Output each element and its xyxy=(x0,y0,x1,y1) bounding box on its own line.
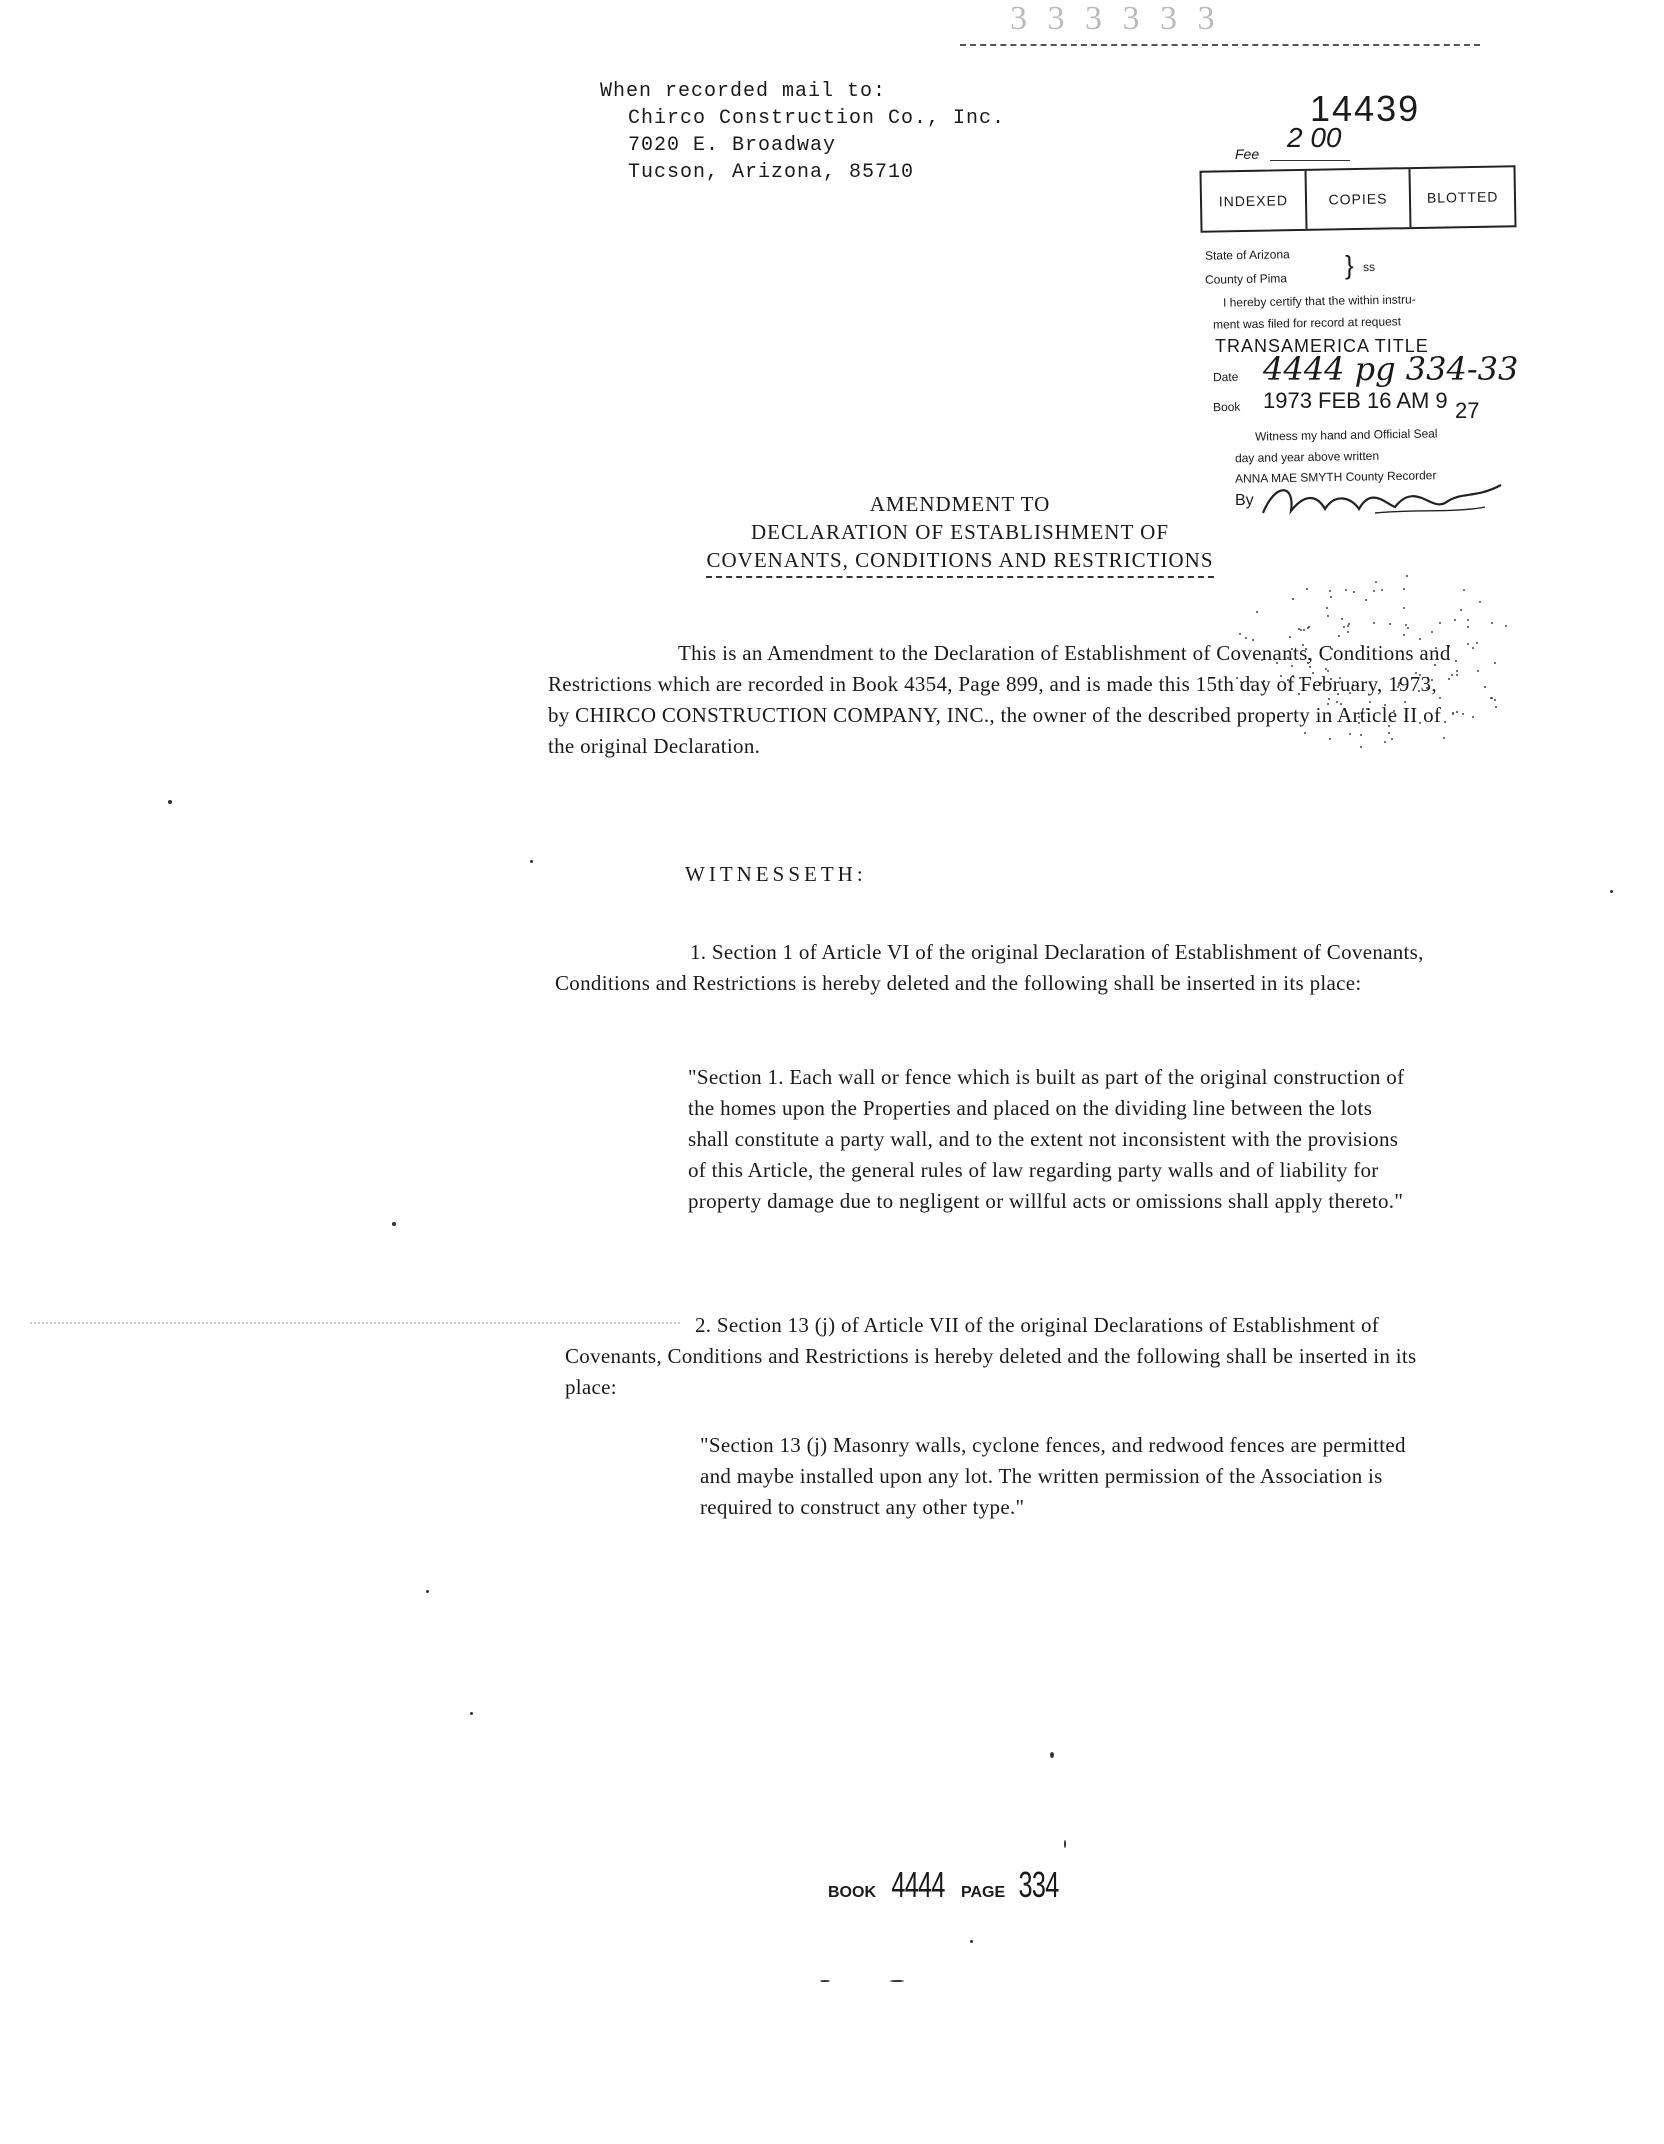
seal-dot xyxy=(1256,611,1258,613)
stamp-status-box xyxy=(1199,165,1516,233)
fee-value: 2 00 xyxy=(1287,122,1342,153)
stamp-recorded-minutes: 27 xyxy=(1455,398,1480,423)
scan-speck xyxy=(470,1712,473,1715)
stamp-ss: ss xyxy=(1362,259,1376,275)
stamp-indexed-cell: INDEXED xyxy=(1202,171,1308,231)
seal-dot xyxy=(1303,629,1305,631)
stamp-day-line: day and year above written xyxy=(1234,448,1380,466)
seal-dot xyxy=(1330,596,1332,598)
seal-dot xyxy=(1491,697,1493,699)
seal-dot xyxy=(1467,626,1469,628)
amendment-item-2: 2. Section 13 (j) of Article VII of the original Declarations of Establishment of Covenants, Conditions and Restrictions is hereby deleted and the following shall be inserted in its place: xyxy=(565,1313,1417,1399)
seal-dot xyxy=(1460,609,1462,611)
seal-dot xyxy=(1491,622,1493,624)
seal-dot xyxy=(1327,615,1329,617)
seal-dot xyxy=(1467,643,1469,645)
seal-dot xyxy=(1373,622,1375,624)
seal-dot xyxy=(1292,598,1294,600)
seal-dot xyxy=(1306,588,1308,590)
seal-dot xyxy=(1353,591,1355,593)
stamp-handwritten-book-page: 4444 pg 334-33 xyxy=(1263,350,1519,388)
amendment-quote-2: "Section 13 (j) Masonry walls, cyclone fences, and redwood fences are permitted and maybe installed upon any lot. The written permission of the Association is required to construct any other type." xyxy=(700,1433,1406,1519)
stamp-recorded-time: 1973 FEB 16 AM 9 xyxy=(1263,388,1448,413)
amendment-quote-1: "Section 1. Each wall or fence which is built as part of the original construction of the homes upon the Properties and placed on the dividing line between the lots shall constitute a party wall, and to the extent not inconsistent with the provisions of this Article, the general rules of law regarding party walls and of liability for property damage due to negligent or willful acts or omissions shall apply thereto." xyxy=(688,1065,1405,1213)
seal-dot xyxy=(1375,581,1377,583)
seal-dot xyxy=(1477,670,1479,672)
seal-dot xyxy=(1479,601,1481,603)
seal-dot xyxy=(1389,623,1391,625)
fee-underline xyxy=(1270,160,1350,161)
seal-dot xyxy=(1365,599,1367,601)
recorder-signature xyxy=(1255,473,1515,533)
document-title xyxy=(640,490,1280,574)
book-page-stamp xyxy=(828,1864,1067,1906)
seal-dot xyxy=(1472,716,1474,718)
seal-dot xyxy=(1341,618,1343,620)
seal-dot xyxy=(1472,647,1474,649)
seal-dot xyxy=(1239,633,1241,635)
intro-paragraph: This is an Amendment to the Declaration of Establishment of Covenants, Conditions and Restrictions which are recorded in Book 4354, Page 899, and is made this 15th day of February, 1973, by CHIRCO CONSTRUCTION COMPANY, INC., the owner of the described property in Article II of the original Declaration. xyxy=(548,641,1451,758)
page-label: PAGE xyxy=(961,1884,1006,1901)
scan-speck xyxy=(168,800,172,804)
mail-to-city: Tucson, Arizona, 85710 xyxy=(628,161,915,184)
seal-dot xyxy=(1298,628,1300,630)
stamp-witness-line: Witness my hand and Official Seal xyxy=(1254,426,1438,444)
seal-dot xyxy=(1343,626,1345,628)
scan-speck xyxy=(1050,1752,1054,1758)
stamp-county: County of Pima xyxy=(1204,271,1288,287)
witnesseth-heading: WITNESSETH: xyxy=(685,862,867,886)
seal-dot xyxy=(1495,706,1497,708)
title-line-3: COVENANTS, CONDITIONS AND RESTRICTIONS xyxy=(706,548,1213,578)
scan-speck xyxy=(890,1980,904,1982)
stamp-date-label: Date xyxy=(1212,369,1239,385)
seal-dot xyxy=(1403,634,1405,636)
seal-dot xyxy=(1494,699,1496,701)
stamp-brace: } xyxy=(1345,250,1354,280)
seal-dot xyxy=(1329,590,1331,592)
book-label: BOOK xyxy=(828,1884,876,1901)
header-smudge: 3 3 3 3 3 3 xyxy=(1010,0,1221,37)
mail-to-block xyxy=(600,78,1005,186)
stamp-request-line: ment was filed for record at request xyxy=(1212,314,1402,332)
seal-dot xyxy=(1484,686,1486,688)
seal-dot xyxy=(1338,635,1340,637)
header-dashed-line xyxy=(960,44,1480,46)
seal-dot xyxy=(1494,662,1496,664)
seal-dot xyxy=(1406,575,1408,577)
mail-to-street: 7020 E. Broadway xyxy=(628,134,837,157)
seal-dot xyxy=(1326,607,1328,609)
seal-dot xyxy=(1505,625,1507,627)
amendment-item-1: 1. Section 1 of Article VI of the original Declaration of Establishment of Covenants, Conditions and Restrictions is hereby deleted and the following shall be inserted in its place: xyxy=(555,940,1424,995)
seal-dot xyxy=(1439,622,1441,624)
seal-dot xyxy=(1431,631,1433,633)
stamp-certify-line: I hereby certify that the within instru- xyxy=(1222,292,1416,310)
seal-dot xyxy=(1476,642,1478,644)
scan-speck xyxy=(1064,1840,1066,1848)
scan-speck xyxy=(426,1590,429,1593)
stamp-recorder-line: ANNA MAE SMYTH County Recorder xyxy=(1234,468,1437,486)
seal-dot xyxy=(1300,629,1302,631)
scan-speck xyxy=(970,1940,973,1943)
recording-number: 14439 xyxy=(1310,88,1421,129)
title-line-1: AMENDMENT TO xyxy=(869,492,1051,516)
seal-dot xyxy=(1373,590,1375,592)
seal-dot xyxy=(1454,619,1456,621)
stamp-state: State of Arizona xyxy=(1204,247,1290,263)
scan-speck xyxy=(392,1222,396,1226)
fee-label: Fee xyxy=(1235,146,1260,162)
mail-to-name: Chirco Construction Co., Inc. xyxy=(628,107,1006,130)
seal-dot xyxy=(1407,627,1409,629)
seal-dot xyxy=(1345,589,1347,591)
seal-dot xyxy=(1462,713,1464,715)
mail-to-heading: When recorded mail to: xyxy=(600,80,887,103)
scan-speck xyxy=(1610,890,1613,893)
stamp-blotted-cell: BLOTTED xyxy=(1426,188,1499,206)
seal-dot xyxy=(1403,588,1405,590)
seal-dot xyxy=(1381,589,1383,591)
stamp-copies-cell: COPIES xyxy=(1306,169,1412,229)
seal-dot xyxy=(1405,624,1407,626)
scan-speck xyxy=(530,860,533,863)
seal-dot xyxy=(1403,607,1405,609)
stamp-by-label: By xyxy=(1235,492,1254,509)
seal-dot xyxy=(1467,619,1469,621)
seal-dot xyxy=(1347,631,1349,633)
seal-dot xyxy=(1463,589,1465,591)
scan-speck xyxy=(820,1980,830,1982)
stamp-requester: TRANSAMERICA TITLE xyxy=(1215,336,1429,356)
stamp-book-label: Book xyxy=(1212,399,1241,415)
title-line-2: DECLARATION OF ESTABLISHMENT OF xyxy=(750,520,1170,544)
page-number: 334 xyxy=(1018,1864,1059,1905)
book-number: 4444 xyxy=(891,1864,946,1905)
